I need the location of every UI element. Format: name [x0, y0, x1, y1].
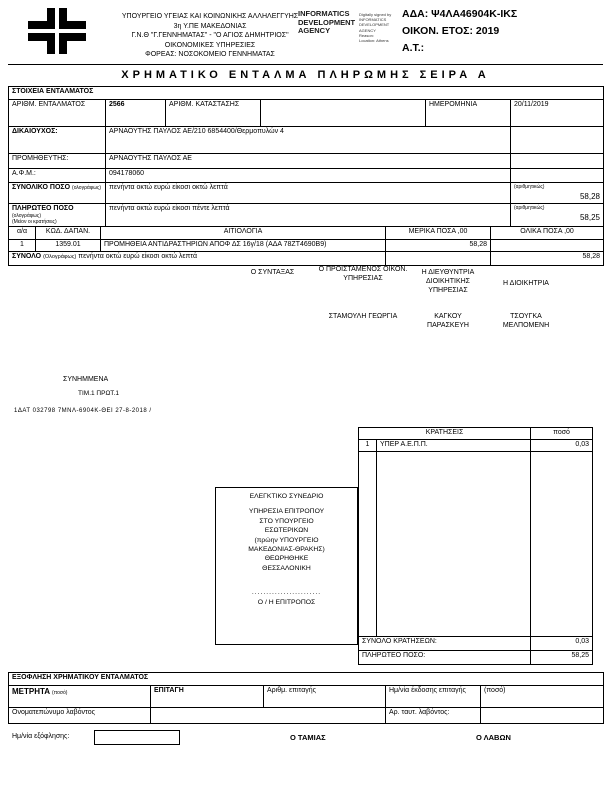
- expense-sum-amount: 58,28: [491, 252, 604, 266]
- expense-row-code: 1359.01: [36, 240, 101, 252]
- attachments-label: ΣΥΝΗΜΜΕΝΑ: [63, 376, 109, 383]
- cross-logo-graphic: [28, 8, 86, 54]
- cheque-number-label: Αριθμ. επιταγής: [264, 686, 386, 708]
- total-amount-label: ΣΥΝΟΛΙΚΟ ΠΟΣΟ: [12, 184, 71, 191]
- settlement-date-label: Ημ/νία εξόφλησης:: [12, 733, 70, 740]
- stamp-detail-line: Reason:: [359, 32, 374, 38]
- stamp-detail-line: Location: Athens: [359, 38, 389, 44]
- receiver-label: Ο ΛΑΒΩΝ: [476, 733, 511, 742]
- total-amount-value: 58,28: [579, 192, 601, 201]
- net-payable-label: ΠΛΗΡΩΤΕΟ ΠΟΣΟ:: [359, 651, 531, 665]
- stamp-details: [359, 10, 402, 43]
- cashier-label: Ο ΤΑΜΙΑΣ: [290, 733, 326, 742]
- beneficiary-label: ΔΙΚΑΙΟΥΧΟΣ:: [9, 127, 106, 154]
- payment-settlement-table: [8, 672, 604, 724]
- expense-sum-label: ΣΥΝΟΛΟ: [12, 253, 42, 260]
- fiscal-year-label: ΟΙΚΟΝ. ΕΤΟΣ:: [402, 25, 473, 37]
- amount-hint: (ποσό): [481, 686, 604, 708]
- afm-label: Α.Φ.Μ.:: [9, 169, 106, 183]
- expense-row-total-amount: [491, 240, 604, 252]
- ada-block: [402, 8, 608, 59]
- digital-signature-stamp: [298, 10, 402, 43]
- afm-value: 094178060: [106, 169, 511, 183]
- payable-amount-words: πενήντα οκτώ ευρώ είκοσι πέντε λεπτά: [106, 204, 511, 227]
- reference-line: 1ΔΑΤ 032798 7ΜΝΛ-6904Κ-ΘΕΙ 27-8-2018 /: [14, 408, 152, 414]
- deduction-row: [359, 440, 593, 452]
- col-header-expense-code: ΚΩΔ. ΔΑΠΑΝ.: [36, 227, 101, 240]
- audit-signature-dots: ........................: [251, 589, 322, 597]
- statement-number-value: [261, 100, 426, 127]
- deduction-row-index: 1: [359, 440, 377, 452]
- date-label: ΗΜΕΡΟΜΗΝΙΑ: [426, 100, 511, 127]
- court-of-audit-box: [215, 487, 358, 645]
- warrant-number-label: ΑΡΙΘΜ. ΕΝΤΑΛΜΑΤΟΣ: [9, 100, 106, 127]
- col-header-total-amounts: ΟΛΙΚΑ ΠΟΣΑ ,00: [491, 227, 604, 240]
- total-amount-cell: [511, 183, 604, 204]
- page-title: ΧΡΗΜΑΤΙΚΟ ΕΝΤΑΛΜΑ ΠΛΗΡΩΜΗΣ ΣΕΙΡΑ Α: [8, 64, 603, 87]
- signature-role-governor: Η ΔΙΟΙΚΗΤΡΙΑ: [503, 280, 549, 287]
- supplier-label: ΠΡΟΜΗΘΕΥΤΗΣ:: [9, 154, 106, 169]
- signature-role-admin-director: Η ΔΙΕΥΘΥΝΤΡΙΑ ΔΙΟΙΚΗΤΙΚΗΣ ΥΠΗΡΕΣΙΑΣ: [421, 269, 475, 294]
- ministry-line-5: ΦΟΡΕΑΣ: ΝΟΣΟΚΟΜΕΙΟ ΓΕΝΝΗΜΑΤΑΣ: [145, 51, 275, 59]
- payable-in-words-hint: (ολογράφως): [12, 213, 42, 219]
- expense-lines-table: [8, 226, 604, 266]
- audit-line-7: ΘΕΩΡΗΘΗΚΕ: [264, 555, 309, 563]
- recipient-id-label: Αρ. ταυτ. λαβόντος:: [386, 708, 481, 724]
- total-in-words-hint: (ολογράφως): [72, 185, 102, 191]
- ministry-line-3: Γ.Ν.Θ "Γ.ΓΕΝΝΗΜΑΤΑΣ" - "Ο ΑΓΙΟΣ ΔΗΜΗΤΡΙΟΣ": [131, 32, 289, 40]
- col-header-partial-amounts: ΜΕΡΙΚΑ ΠΟΣΑ ,00: [386, 227, 491, 240]
- total-amount-words: πενήντα οκτώ ευρώ είκοσι οκτώ λεπτά: [106, 183, 511, 204]
- empty-cell: [511, 127, 604, 154]
- date-value: 20/11/2019: [511, 100, 604, 127]
- empty-cell: [359, 452, 377, 637]
- col-header-justification: ΑΙΤΙΟΛΟΓΙΑ: [101, 227, 386, 240]
- fiscal-year: [402, 25, 608, 37]
- stamp-agency-name: INFORMATICS DEVELOPMENT AGENCY: [298, 9, 356, 35]
- audit-line-6: ΜΑΚΕΔΟΝΙΑΣ-ΘΡΑΚΗΣ): [248, 546, 325, 554]
- ada-value: Ψ4ΛΑ46904Κ-ΙΚΣ: [431, 8, 518, 20]
- payment-section-title: ΕΞΟΦΛΗΣΗ ΧΡΗΜΑΤΙΚΟΥ ΕΝΤΑΛΜΑΤΟΣ: [9, 673, 604, 686]
- cash-cell: [9, 686, 151, 708]
- expense-row-justification: ΠΡΟΜΗΘΕΙΑ ΑΝΤΙΔΡΑΣΤΗΡΙΩΝ ΑΠΟΦ ΔΣ 16γ/18 (ΑΔΑ 78ΖΤ4690Β9): [101, 240, 386, 252]
- empty-cell: [511, 169, 604, 183]
- audit-line-5: (πρώην ΥΠΟΥΡΓΕΙΟ: [254, 536, 319, 544]
- warrant-number-value: 2566: [106, 100, 166, 127]
- payable-amount-cell: [511, 204, 604, 227]
- expense-row-partial-amount: 58,28: [386, 240, 491, 252]
- at-field: [402, 42, 608, 54]
- net-payable-amount: 58,25: [531, 651, 593, 665]
- deductions-title: ΚΡΑΤΗΣΕΙΣ: [359, 428, 531, 440]
- audit-commissioner-label: Ο / Η ΕΠΙΤΡΟΠΟΣ: [257, 598, 316, 606]
- statement-number-label: ΑΡΙΘΜ. ΚΑΤΑΣΤΑΣΗΣ: [166, 100, 261, 127]
- audit-line-2: ΥΠΗΡΕΣΙΑ ΕΠΙΤΡΟΠΟΥ: [248, 508, 325, 516]
- stamp-detail-line: Digitally signed by: [359, 12, 392, 17]
- deduction-row-amount: 0,03: [531, 440, 593, 452]
- stamp-detail-line: DEVELOPMENT AGENCY: [359, 22, 390, 33]
- details-section-title: ΣΤΟΙΧΕΙΑ ΕΝΤΑΛΜΑΤΟΣ: [9, 87, 604, 100]
- cash-label: ΜΕΤΡΗΤΑ: [12, 687, 51, 696]
- ada-label: ΑΔΑ:: [402, 8, 429, 20]
- settlement-date-box: [94, 730, 180, 745]
- deduction-row-name: ΥΠΕΡ Α.Ε.Π.Π.: [377, 440, 531, 452]
- empty-cell: [386, 252, 491, 266]
- audit-line-3: ΣΤΟ ΥΠΟΥΡΓΕΙΟ: [259, 517, 314, 525]
- cheque-label: ΕΠΙΤΑΓΗ: [151, 686, 264, 708]
- stamp-detail-line: INFORMATICS: [359, 17, 387, 23]
- recipient-name-label: Ονοματεπώνυμο λαβόντος: [9, 708, 151, 724]
- payable-amount-label: ΠΛΗΡΩΤΕΟ ΠΟΣΟ: [12, 205, 74, 212]
- fiscal-year-value: 2019: [475, 25, 500, 37]
- empty-cell: [531, 452, 593, 637]
- deductions-total-amount: 0,03: [531, 637, 593, 651]
- signature-name-admin-director: ΚΑΓΚΟΥ ΠΑΡΑΣΚΕΥΗ: [427, 313, 469, 329]
- empty-cell: [511, 154, 604, 169]
- signature-name-finance-head: ΣΤΑΜΟΥΛΗ ΓΕΩΡΓΙΑ: [328, 313, 398, 320]
- signature-role-finance-head: Ο ΠΡΟΙΣΤΑΜΕΝΟΣ ΟΙΚΟΝ. ΥΠΗΡΕΣΙΑΣ: [318, 266, 408, 282]
- audit-line-1: ΕΛΕΓΚΤΙΚΟ ΣΥΝΕΔΡΙΟ: [249, 493, 324, 500]
- cash-amount-hint: (ποσό): [52, 690, 68, 696]
- ministry-line-4: ΟΙΚΟΝΟΜΙΚΕΣ ΥΠΗΡΕΣΙΕΣ: [164, 41, 256, 49]
- empty-cell: [481, 708, 604, 724]
- expense-sum-words: πενήντα οκτώ ευρώ είκοσι οκτώ λεπτά: [78, 253, 198, 260]
- beneficiary-value: ΑΡΝΑΟΥΤΗΣ ΠΑΥΛΟΣ ΑΕ/210 6854400/Θερμοπυλών 4: [106, 127, 511, 154]
- numeric-hint: (αριθμητικώς): [514, 205, 545, 211]
- minus-deductions-hint: (Μείον οι κρατήσεις): [12, 219, 57, 225]
- col-header-index: α/α: [9, 227, 36, 240]
- deductions-table: [358, 427, 593, 665]
- ministry-line-2: 3η Υ.ΠΕ ΜΑΚΕΔΟΝΙΑΣ: [173, 22, 247, 30]
- supplier-value: ΑΡΝΑΟΥΤΗΣ ΠΑΥΛΟΣ ΑΕ: [106, 154, 511, 169]
- cheque-issue-date-label: Ημ/νία έκδοσης επιταγής: [386, 686, 481, 708]
- signature-name-governor: ΤΣΟΥΓΚΑ ΜΕΛΠΟΜΕΝΗ: [502, 313, 550, 329]
- total-amount-label-cell: [9, 183, 106, 204]
- deductions-amount-header: ποσό: [531, 428, 593, 440]
- signature-role-drafter: Ο ΣΥΝΤΑΞΑΣ: [250, 269, 295, 276]
- issuer-block: [92, 12, 328, 60]
- empty-cell: [151, 708, 386, 724]
- numeric-hint: (αριθμητικώς): [514, 184, 545, 190]
- audit-line-8: ΘΕΣΣΑΛΟΝΙΚΗ: [262, 564, 311, 572]
- expense-row-index: 1: [9, 240, 36, 252]
- attachments-value: ΤΙΜ.1 ΠΡΩΤ.1: [78, 390, 119, 397]
- warrant-details-table: [8, 86, 604, 227]
- at-label: Α.Τ.:: [402, 42, 425, 54]
- payable-amount-value: 58,25: [579, 213, 601, 222]
- payable-amount-label-cell: [9, 204, 106, 227]
- expense-row: [9, 240, 604, 252]
- audit-line-4: ΕΣΩΤΕΡΙΚΩΝ: [264, 527, 309, 535]
- ministry-line-1: ΥΠΟΥΡΓΕΙΟ ΥΓΕΙΑΣ ΚΑΙ ΚΟΙΝΩΝΙΚΗΣ ΑΛΛΗΛΕΓΓΥΗΣ: [121, 13, 299, 20]
- empty-cell: [377, 452, 531, 637]
- ada-number: [402, 8, 608, 20]
- hospital-cross-logo-icon: [28, 8, 86, 54]
- expense-sum-cell: [9, 252, 386, 266]
- expense-sum-words-hint: (Ολογράφως): [43, 254, 77, 260]
- deductions-total-label: ΣΥΝΟΛΟ ΚΡΑΤΗΣΕΩΝ:: [359, 637, 531, 651]
